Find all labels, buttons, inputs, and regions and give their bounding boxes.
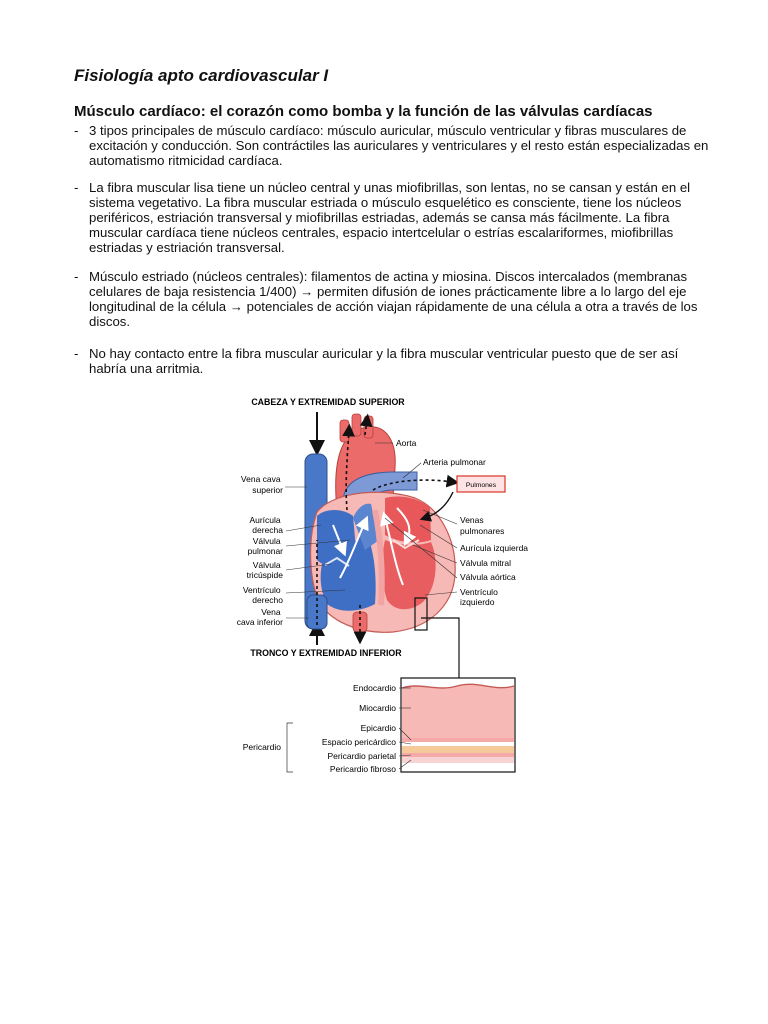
bullet-marker: -	[74, 123, 79, 138]
label-auricula-derecha: Aurícula derecha	[249, 515, 283, 535]
heart-wall-section	[401, 678, 515, 772]
label-valvula-mitral: Válvula mitral	[460, 558, 512, 568]
bullet-item	[74, 346, 714, 376]
label-valvula-aortica: Válvula aórtica	[460, 572, 516, 582]
bottom-figure-label: TRONCO Y EXTREMIDAD INFERIOR	[250, 648, 402, 658]
lungs-box-label: Pulmones	[465, 482, 497, 489]
label-epicardio: Epicardio	[360, 723, 396, 733]
bullet-marker: -	[74, 180, 79, 195]
label-auricula-izquierda: Aurícula izquierda	[460, 543, 529, 553]
label-vena-cava-inferior: Vena cava inferior	[236, 607, 283, 627]
section-subtitle: Músculo cardíaco: el corazón como bomba y la función de las válvulas cardíacas	[74, 103, 653, 120]
bullet-item	[74, 269, 714, 329]
label-espacio-pericardico: Espacio pericárdico	[321, 737, 396, 747]
label-ventriculo-derecho: Ventrículo derecho	[242, 585, 283, 605]
aorta-branch	[352, 414, 361, 436]
bullet-marker: -	[74, 269, 79, 284]
bullet-item	[74, 123, 714, 168]
pericardio-bracket	[287, 723, 293, 772]
label-pericardio-parietal: Pericardio parietal	[327, 751, 396, 761]
top-figure-label: CABEZA Y EXTREMIDAD SUPERIOR	[251, 397, 405, 407]
label-pericardio: Pericardio	[242, 742, 281, 752]
label-valvula-pulmonar: Válvula pulmonar	[247, 536, 283, 556]
label-aorta: Aorta	[396, 438, 417, 448]
aorta-branch	[340, 420, 349, 442]
bullet-text: Músculo estriado (núcleos centrales): filamentos de actina y miosina. Discos intercalados (membranas celulares de baja resistencia 1/400) → permiten difusión de iones prácticamente libre a lo largo del eje longitudinal de la célula → potenciales de acción viajan rápidamente de una célula a otra a través de los discos.	[89, 269, 698, 329]
bullet-text: La fibra muscular lisa tiene un núcleo central y unas miofibrillas, son lentas, no se cansan y están en el sistema vegetativo. La fibra muscular estriada o músculo esquelético es consciente, tiene los núcleos periféricos, estriación transversal y miofibrillas estriadas, además se cansa más fácilmente. La fibra muscular cardíaca tiene núcleos centrales, espacio intertcelular o estrías escalariformes, miofibrillas estriadas y estriación transversal.	[89, 180, 691, 255]
label-endocardio: Endocardio	[352, 683, 396, 693]
bullet-text: 3 tipos principales de músculo cardíaco: músculo auricular, músculo ventricular y fibras musculares de excitación y conducción. Son contráctiles las auriculares y ventriculares y el resto están especializadas en automatismo ritmicidad cardíaca.	[89, 123, 709, 168]
bullet-item	[74, 180, 714, 255]
label-venas-pulmonares: Venas pulmonares	[460, 515, 505, 536]
label-vena-cava-superior: Vena cava superior	[240, 474, 283, 495]
page-title: Fisiología apto cardiovascular I	[74, 66, 329, 85]
label-ventriculo-izquierdo: Ventrículo izquierdo	[460, 587, 498, 607]
label-pericardio-fibroso: Pericardio fibroso	[329, 764, 396, 774]
heart-figure	[225, 390, 545, 780]
label-miocardio: Miocardio	[359, 703, 396, 713]
bullet-text: No hay contacto entre la fibra muscular auricular y la fibra muscular ventricular puesto que de ser así habría una arritmia.	[89, 346, 679, 376]
label-arteria-pulmonar: Arteria pulmonar	[423, 457, 486, 467]
bullet-marker: -	[74, 346, 79, 361]
label-valvula-tricuspide: Válvula tricúspide	[246, 560, 283, 580]
